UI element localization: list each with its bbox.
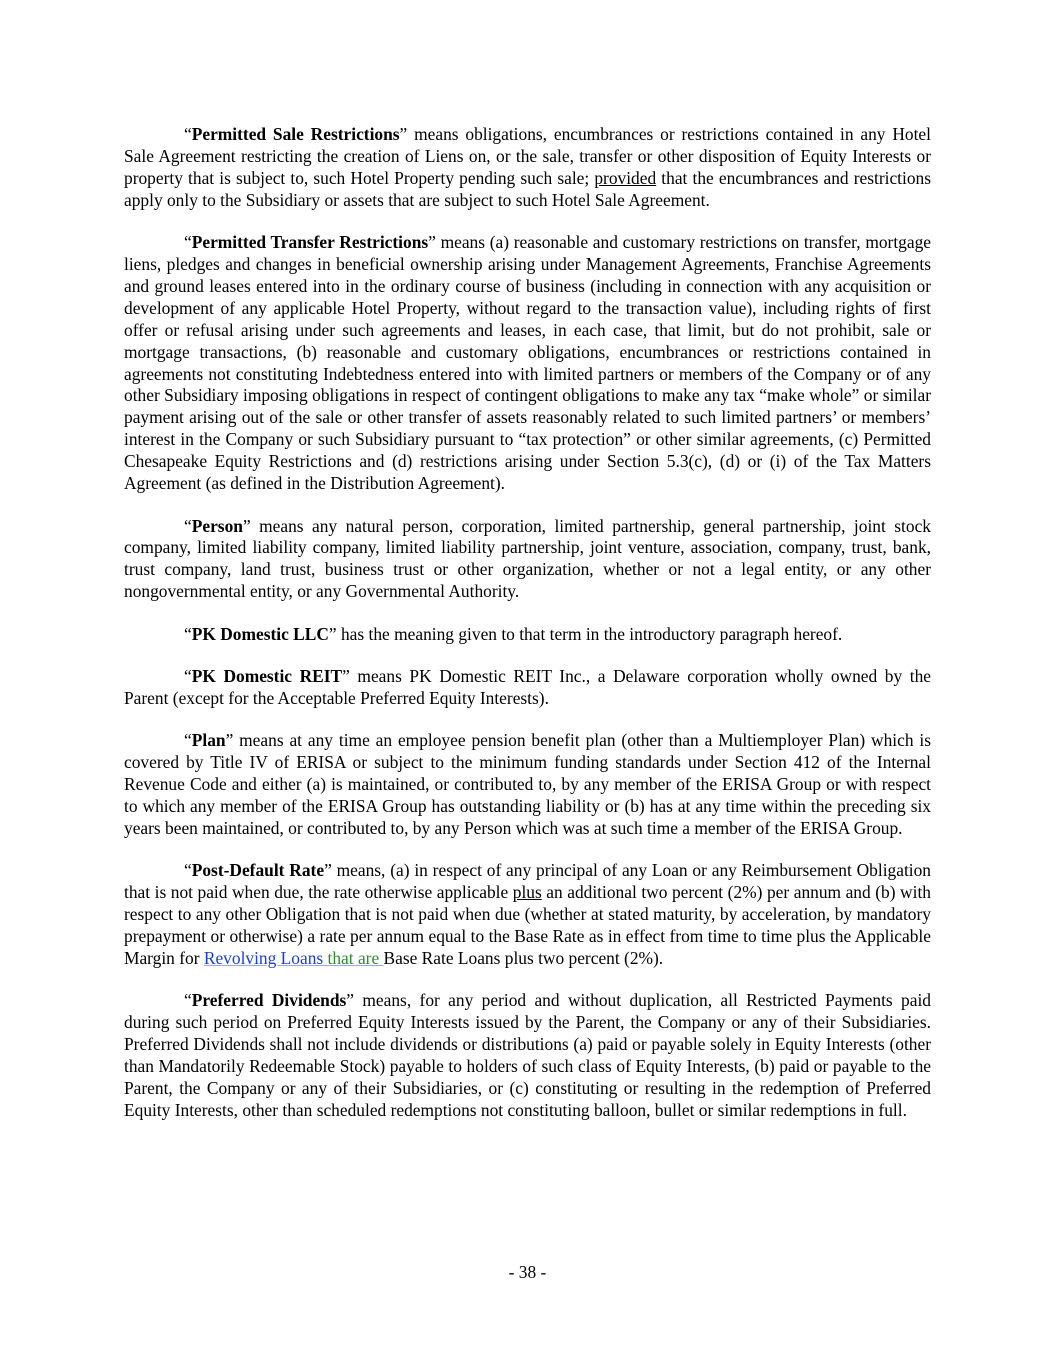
definition-text: ” means, (a) in respect of any principal of any Loan or any Reimbursement Obligation that is not paid when due, the rate otherwise applicable [124, 860, 932, 903]
defined-term: Person [191, 515, 243, 536]
quote: “ [184, 623, 192, 644]
underlined-word: plus [512, 882, 542, 903]
quote: “ [184, 124, 192, 144]
quote: “ [184, 990, 192, 1011]
definition-text: ” means obligations, encumbrances or restrictions contained in any Hotel Sale Agreement restricting the creation of Liens on, or the sale, transfer or other disposition of Equity Interests or property that is subject to, such Hotel Property pending such sale; [124, 124, 931, 188]
definition-text: an additional two percent (2%) per annum and (b) with respect to any other Obligation that is not paid when due (whether at stated maturity, by acceleration, by mandatory prepayment or otherwise) a rate per annum equal to the Base Rate as in effect from time to time plus the Applicable Margin for [124, 882, 931, 968]
defined-term: Preferred Dividends [191, 990, 347, 1011]
document-page [124, 124, 931, 1142]
quote: “ [184, 860, 192, 881]
definition-pk-domestic-reit [124, 666, 931, 710]
inserted-text: that are [323, 948, 384, 968]
definition-permitted-transfer-restrictions [124, 232, 931, 495]
definition-text: that the encumbrances and restrictions apply only to the Subsidiary or assets that are subject to such Hotel Sale Agreement. [124, 167, 931, 210]
definition-person [124, 516, 931, 604]
defined-term: Permitted Sale Restrictions [191, 124, 400, 144]
definition-preferred-dividends [124, 990, 931, 1121]
quote: “ [184, 730, 192, 751]
underlined-word: provided [594, 167, 657, 188]
definition-text: ” means, for any period and without duplication, all Restricted Payments paid during such period on Preferred Equity Interests issued by the Parent, the Company or any of their Subsidiaries. Preferred Dividends shall not include dividends or distributions (a) paid or payable solely in Equity Interests (other than Mandatorily Redeemable Stock) payable to holders of such class of Equity Interests, (b) paid or payable to the Parent, the Company or any of their Subsidiaries, or (c) constituting or resulting in the redemption of Preferred Equity Interests, other than scheduled redemptions not constituting balloon, bullet or similar redemptions in full. [124, 990, 931, 1120]
page-number: - 38 - [508, 1262, 547, 1282]
quote: “ [184, 515, 192, 536]
quote: “ [184, 666, 192, 687]
defined-term: PK Domestic REIT [191, 666, 343, 687]
defined-term: Post-Default Rate [191, 860, 325, 881]
definition-text: ” means at any time an employee pension benefit plan (other than a Multiemployer Plan) which is covered by Title IV of ERISA or subject to the minimum funding standards under Section 412 of the Internal Revenue Code and either (a) is maintained, or contributed to, by any member of the ERISA Group or with respect to which any member of the ERISA Group has outstanding liability or (b) has at any time within the preceding six years been maintained, or contributed to, by any Person which was at such time a member of the ERISA Group. [124, 730, 931, 838]
definition-text: ” means PK Domestic REIT Inc., a Delaware corporation wholly owned by the Parent (except for the Acceptable Preferred Equity Interests). [124, 666, 931, 708]
definition-plan [124, 730, 931, 840]
revolving-loans-link[interactable]: Revolving Loans [203, 948, 324, 968]
defined-term: Permitted Transfer Restrictions [191, 232, 429, 253]
definition-text: ” means (a) reasonable and customary restrictions on transfer, mortgage liens, pledges and changes in beneficial ownership arising under Management Agreements, Franchise Agreements and ground leases entered into in the ordinary course of business (including in connection with any acquisition or development of any applicable Hotel Property, without regard to the transaction value), including rights of first offer or refusal arising under such agreements and leases, in each case, that limit, but do not prohibit, sale or mortgage transactions, (b) reasonable and customary obligations, encumbrances or restrictions contained in agreements not constituting Indebtedness entered into with limited partners or members of the Company or of any other Subsidiary imposing obligations in respect of contingent obligations to make any tax “make whole” or similar payment arising out of the sale or other transfer of assets reasonably related to such limited partners’ or members’ interest in the Company or such Subsidiary pursuant to “tax protection” or other similar agreements, (c) Permitted Chesapeake Equity Restrictions and (d) restrictions arising under Section 5.3(c), (d) or (i) of the Tax Matters Agreement (as defined in the Distribution Agreement). [124, 232, 931, 494]
quote: “ [184, 232, 192, 253]
definition-post-default-rate [124, 860, 931, 970]
definition-pk-domestic-llc [124, 624, 931, 646]
definition-text: ” means any natural person, corporation, limited partnership, general partnership, joint stock company, limited liability company, limited liability partnership, joint venture, association, company, trust, bank, trust company, land trust, business trust or other organization, whether or not a legal entity, or any other nongovernmental entity, or any Governmental Authority. [124, 515, 931, 602]
defined-term: PK Domestic LLC [191, 623, 329, 644]
definition-permitted-sale-restrictions [124, 124, 931, 212]
defined-term: Plan [191, 730, 226, 751]
definition-text: Base Rate Loans plus two percent (2%). [383, 948, 664, 968]
definition-text: ” has the meaning given to that term in the introductory paragraph hereof. [328, 623, 843, 644]
